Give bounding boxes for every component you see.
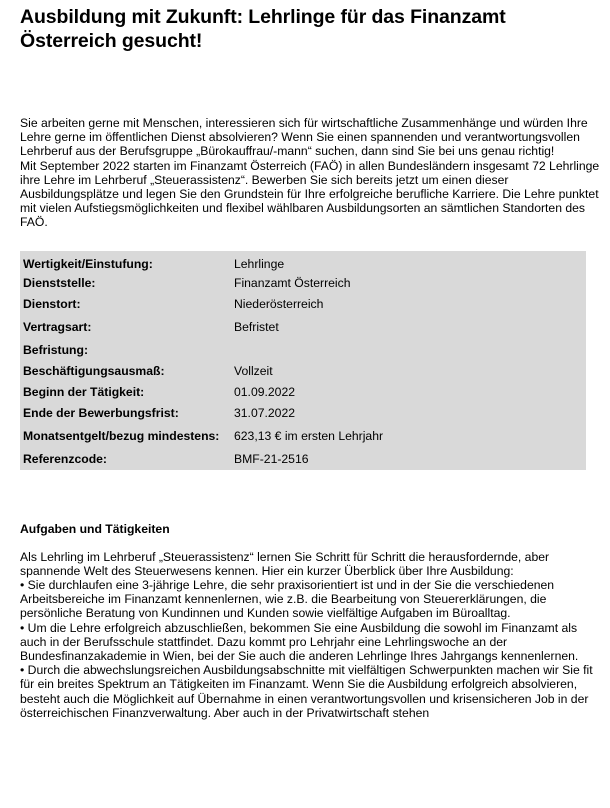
info-row: [20, 448, 586, 470]
info-row: [20, 315, 586, 340]
info-label: Referenzcode:: [23, 451, 107, 466]
intro-paragraph-2: Mit September 2022 starten im Finanzamt Österreich (FAÖ) in allen Bundesländern insgesamt 72 Lehrlinge ihre Lehre im Lehrberuf „Steuerassistenz“. Bewerben Sie sich bereits jetzt um einen dieser Ausbildungsplätze und legen Sie den Grundstein für Ihre erfolgreiche berufliche Karriere. Die Lehre punktet mit vielen Aufstiegsmöglichkeiten und flexibel wählbaren Ausbildungsorten an sämtlichen Standorten des FAÖ.: [20, 158, 600, 230]
info-row: [20, 273, 586, 293]
tasks-heading: Aufgaben und Tätigkeiten: [20, 521, 170, 536]
job-info-table: [20, 251, 586, 470]
info-row: [20, 293, 586, 315]
info-value: [231, 340, 586, 361]
info-row: [20, 340, 586, 361]
info-value: Vollzeit: [234, 363, 273, 378]
info-value: Finanzamt Österreich: [234, 275, 351, 290]
info-label: Ende der Bewerbungsfrist:: [23, 406, 179, 421]
document-page: [20, 0, 600, 720]
info-label: Dienststelle:: [23, 275, 96, 290]
info-value: BMF-21-2516: [234, 451, 309, 466]
tasks-bullet: • Durch die abwechslungsreichen Ausbildungsabschnitte mit vielfältigen Schwerpunkten machen wir Sie fit für ein breites Spektrum an Tätigkeiten im Finanzamt. Wenn Sie die Ausbildung erfolgreich absolvieren, besteht auch die Möglichkeit auf Übernahme in einen verantwortungsvollen und krisensicheren Job in der österreichischen Finanzverwaltung. Aber auch in der Privatwirtschaft stehen: [20, 663, 593, 720]
intro-section: [20, 116, 600, 230]
info-row: [20, 403, 586, 424]
info-label: Monatsentgelt/bezug mindestens:: [23, 428, 220, 443]
info-label: Wertigkeit/Einstufung:: [23, 256, 153, 271]
tasks-section: [20, 550, 600, 720]
info-row: [20, 424, 586, 448]
info-label: Dienstort:: [23, 296, 81, 311]
info-value: 623,13 € im ersten Lehrjahr: [234, 428, 384, 443]
info-value: Niederösterreich: [234, 296, 324, 311]
intro-paragraph-1: Sie arbeiten gerne mit Menschen, interessieren sich für wirtschaftliche Zusammenhänge und würden Ihre Lehre gerne im öffentlichen Dienst absolvieren? Wenn Sie einen spannenden und verantwortungsvollen Lehrberuf aus der Berufsgruppe „Bürokauffrau/-mann“ suchen, dann sind Sie bei uns genau richtig!: [20, 116, 588, 159]
info-label: Befristung:: [23, 343, 88, 358]
info-value: Befristet: [234, 320, 279, 335]
info-row: [20, 251, 586, 273]
info-label: Vertragsart:: [23, 320, 92, 335]
info-label: Beschäftigungsausmaß:: [23, 363, 165, 378]
info-row: [20, 381, 586, 403]
info-label: Beginn der Tätigkeit:: [23, 384, 145, 399]
page-title: Ausbildung mit Zukunft: Lehrlinge für das Finanzamt Österreich gesucht!: [20, 6, 506, 52]
tasks-bullet: • Sie durchlaufen eine 3-jährige Lehre, die sehr praxisorientiert ist und in der Sie die verschiedenen Arbeitsbereiche im Finanzamt kennenlernen, wie z.B. die Bearbeitung von Steuererklärungen, die persönliche Beratung von Kundinnen und Kunden sowie vielfältige Aufgaben im Büroalltag.: [20, 578, 555, 621]
tasks-bullet: • Um die Lehre erfolgreich abzuschließen, bekommen Sie eine Ausbildung die sowohl im Finanzamt als auch in der Berufsschule stattfindet. Dazu kommt pro Lehrjahr eine Lehrlingswoche an der Bundesfinanzakademie in Wien, bei der Sie auch die anderen Lehrlinge Ihres Jahrgangs kennenlernen.: [20, 620, 579, 664]
info-value: 01.09.2022: [234, 384, 295, 399]
info-value: 31.07.2022: [234, 406, 295, 421]
info-value: Lehrlinge: [234, 256, 285, 271]
info-row: [20, 361, 586, 381]
tasks-lead: Als Lehrling im Lehrberuf „Steuerassistenz“ lernen Sie Schritt für Schritt die herausfordernde, aber spannende Welt des Steuerwesens kennen. Hier ein kurzer Überblick über Ihre Ausbildung:: [20, 549, 550, 578]
